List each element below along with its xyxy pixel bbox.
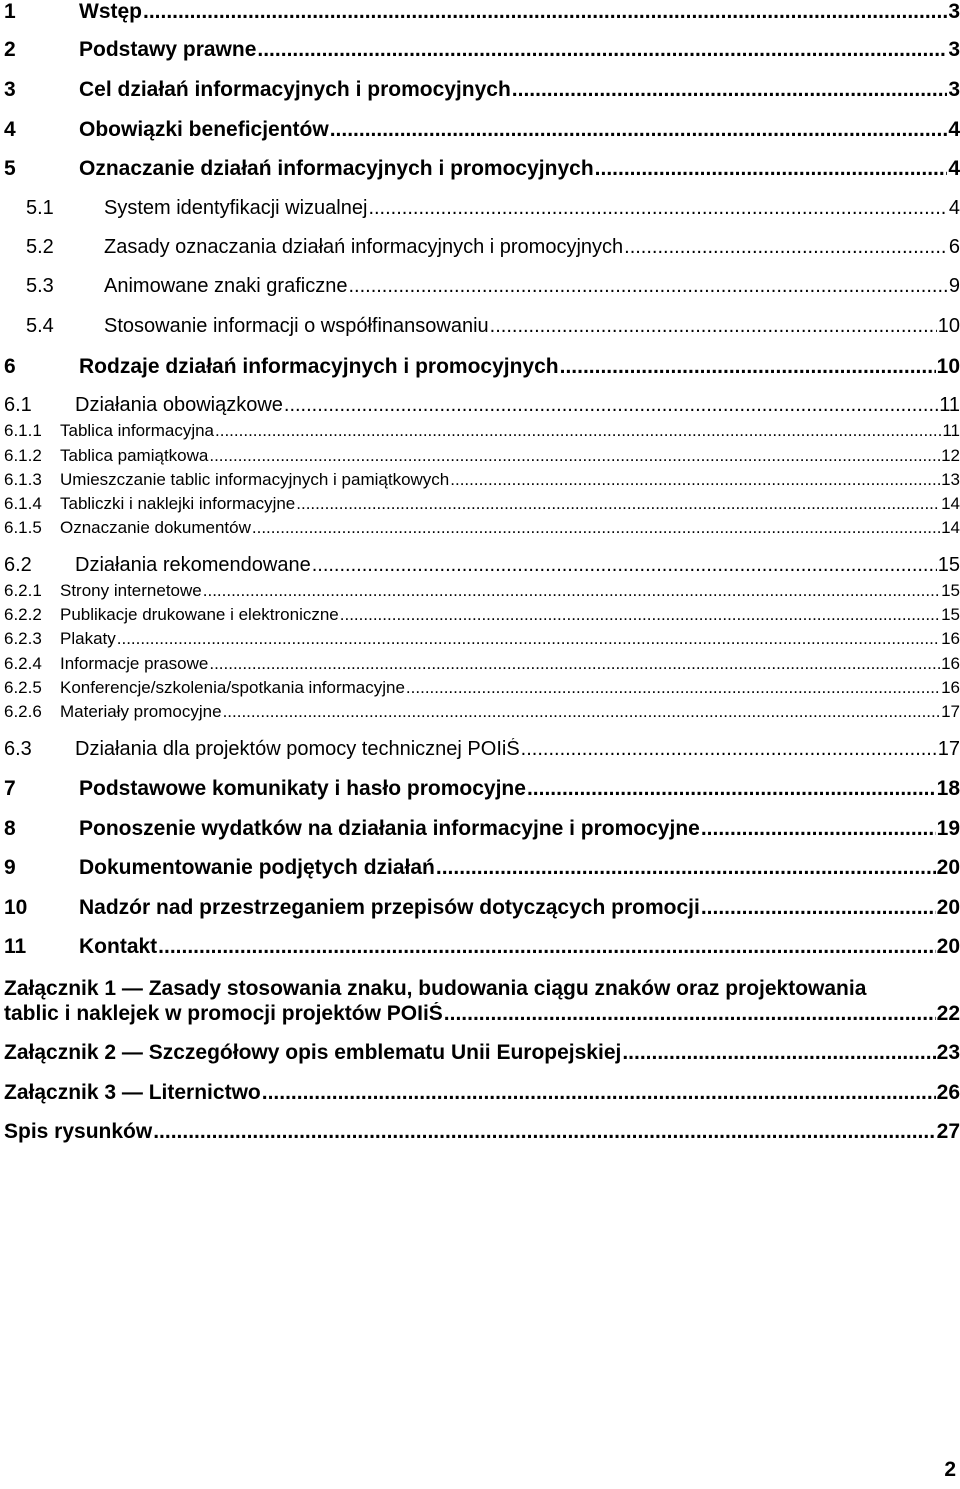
toc-entry[interactable] <box>0 315 960 345</box>
toc-entry-page: 13 <box>941 470 960 489</box>
dot-leader <box>262 1081 936 1105</box>
dot-leader <box>312 554 937 577</box>
annex-entry[interactable] <box>0 1081 960 1111</box>
toc-entry-title: Rodzaje działań informacyjnych i promocyjnych <box>79 355 559 378</box>
toc-entry-title: Oznaczanie dokumentów <box>60 518 251 537</box>
toc-entry-page: 4 <box>948 197 960 219</box>
toc-entry-page: 20 <box>936 935 960 958</box>
dot-leader <box>348 275 947 298</box>
toc-entry-title: Obowiązki beneficjentów <box>79 118 329 141</box>
toc-entry[interactable] <box>0 394 960 424</box>
toc-entry-title: Cel działań informacyjnych i promocyjnych <box>79 78 511 101</box>
toc-entry-number: 7 <box>4 777 16 800</box>
page-number: 2 <box>944 1458 956 1481</box>
dot-leader <box>252 518 940 538</box>
toc-entry-number: 6.1.3 <box>4 470 42 489</box>
toc-entry-page: 4 <box>948 157 960 180</box>
toc-entry-page: 11 <box>939 394 960 416</box>
toc-entry-title: Ponoszenie wydatków na działania informacyjne i promocyjne <box>79 817 700 840</box>
dot-leader <box>203 581 940 601</box>
toc-entry-number: 11 <box>4 935 27 958</box>
toc-entry-title: Podstawy prawne <box>79 38 257 61</box>
dot-leader <box>701 817 936 841</box>
toc-entry[interactable] <box>0 421 960 445</box>
toc-entry-title: Tabliczki i naklejki informacyjne <box>60 494 296 513</box>
toc-entry-number: 5.3 <box>26 275 54 297</box>
dot-leader <box>701 896 936 920</box>
dot-leader <box>296 494 940 514</box>
annex-entry-title: Załącznik 3 — Liternictwo <box>4 1081 261 1104</box>
toc-entry-number: 9 <box>4 856 16 879</box>
toc-entry-page: 3 <box>948 38 960 61</box>
toc-entry[interactable] <box>0 817 960 847</box>
toc-entry-title: Strony internetowe <box>60 581 202 600</box>
annex-1-page: 22 <box>936 1002 960 1025</box>
toc-entry-page: 20 <box>936 856 960 879</box>
dot-leader <box>209 446 940 466</box>
toc-entry[interactable] <box>0 275 960 305</box>
dot-leader <box>527 777 936 801</box>
toc-entry-page: 3 <box>948 78 960 101</box>
toc-entry-title: Stosowanie informacji o współfinansowaniu <box>104 315 489 337</box>
dot-leader <box>450 470 940 490</box>
dot-leader <box>560 355 936 379</box>
toc-entry-number: 2 <box>4 38 16 61</box>
toc-entry[interactable] <box>0 118 960 148</box>
annex-1-title-line1[interactable]: Załącznik 1 — Zasady stosowania znaku, budowania ciągu znaków oraz projektowania <box>4 977 867 1000</box>
toc-entry-page: 10 <box>937 315 960 337</box>
dot-leader <box>595 157 948 181</box>
toc-entry-title: Nadzór nad przestrzeganiem przepisów dotyczących promocji <box>79 896 700 919</box>
toc-entry-title: Tablica informacyjna <box>60 421 215 440</box>
toc-entry[interactable] <box>0 236 960 266</box>
annex-entry-page: 26 <box>936 1081 960 1104</box>
toc-entry[interactable] <box>0 518 960 542</box>
toc-entry[interactable] <box>0 78 960 108</box>
toc-entry[interactable] <box>0 777 960 807</box>
toc-entry-number: 6 <box>4 355 16 378</box>
dot-leader <box>257 38 947 62</box>
toc-entry[interactable] <box>0 629 960 653</box>
annex-1-title-line2: tablic i naklejek w promocji projektów POIiŚ <box>4 1002 443 1025</box>
toc-entry-page: 6 <box>948 236 960 258</box>
toc-entry-page: 3 <box>948 0 960 23</box>
toc-entry-title: Kontakt <box>79 935 158 958</box>
toc-entry-number: 3 <box>4 78 16 101</box>
toc-entry-title: Umieszczanie tablic informacyjnych i pamiątkowych <box>60 470 450 489</box>
dot-leader <box>444 1002 936 1026</box>
toc-entry-page: 10 <box>936 355 960 378</box>
toc-entry-page: 9 <box>948 275 960 297</box>
toc-entry-title: Animowane znaki graficzne <box>104 275 348 297</box>
toc-entry[interactable] <box>0 0 960 30</box>
toc-entry[interactable] <box>0 446 960 470</box>
dot-leader <box>406 678 940 698</box>
toc-entry[interactable] <box>0 654 960 678</box>
toc-entry-title: System identyfikacji wizualnej <box>104 197 368 219</box>
annex-entry-page: 27 <box>936 1120 960 1143</box>
toc-entry-title: Informacje prasowe <box>60 654 209 673</box>
toc-entry-number: 5.2 <box>26 236 54 258</box>
toc-entry[interactable] <box>0 605 960 629</box>
toc-entry-number: 8 <box>4 817 16 840</box>
annex-entry-page: 23 <box>936 1041 960 1064</box>
dot-leader <box>368 197 947 220</box>
toc-entry[interactable] <box>0 678 960 702</box>
annex-1-entry[interactable] <box>0 1002 960 1032</box>
toc-entry[interactable] <box>0 856 960 886</box>
toc-entry-title: Tablica pamiątkowa <box>60 446 209 465</box>
annex-entry-title: Załącznik 2 — Szczegółowy opis emblematu Unii Europejskiej <box>4 1041 622 1064</box>
toc-entry-page: 15 <box>937 554 960 576</box>
dot-leader <box>622 1041 935 1065</box>
toc-entry[interactable] <box>0 581 960 605</box>
toc-entry[interactable] <box>0 38 960 68</box>
toc-entry-page: 18 <box>936 777 960 800</box>
dot-leader <box>330 118 948 142</box>
toc-entry-title: Dokumentowanie podjętych działań <box>79 856 435 879</box>
dot-leader <box>143 0 947 24</box>
toc-entry-number: 4 <box>4 118 16 141</box>
toc-entry-number: 5.1 <box>26 197 54 219</box>
toc-entry-number: 6.1.5 <box>4 518 42 537</box>
toc-entry-page: 15 <box>941 581 960 600</box>
toc-entry-page: 11 <box>942 421 960 440</box>
toc-entry-number: 10 <box>4 896 28 919</box>
dot-leader <box>521 738 937 761</box>
toc-entry-title: Działania obowiązkowe <box>75 394 283 416</box>
toc-entry-number: 6.1.1 <box>4 421 42 440</box>
toc-entry-number: 6.2.3 <box>4 629 42 648</box>
toc-entry-page: 16 <box>941 678 960 697</box>
toc-entry[interactable] <box>0 702 960 726</box>
dot-leader <box>117 629 940 649</box>
toc-entry-page: 19 <box>936 817 960 840</box>
toc-entry-number: 6.3 <box>4 738 32 760</box>
dot-leader <box>284 394 938 417</box>
toc-entry[interactable] <box>0 494 960 518</box>
toc-entry-page: 17 <box>941 702 960 721</box>
toc-entry[interactable] <box>0 470 960 494</box>
toc-entry-page: 20 <box>936 896 960 919</box>
toc-entry-number: 6.1.4 <box>4 494 42 513</box>
dot-leader <box>340 605 940 625</box>
toc-entry-number: 5.4 <box>26 315 54 337</box>
toc-entry-number: 6.2.1 <box>4 581 42 600</box>
dot-leader <box>223 702 941 722</box>
dot-leader <box>215 421 941 441</box>
annex-entry[interactable] <box>0 1041 960 1071</box>
toc-entry-title: Działania rekomendowane <box>75 554 311 576</box>
toc-entry-number: 6.2.5 <box>4 678 42 697</box>
toc-entry-page: 14 <box>941 518 960 537</box>
toc-entry[interactable] <box>0 157 960 187</box>
toc-entry-title: Plakaty <box>60 629 116 648</box>
toc-entry-title: Publikacje drukowane i elektroniczne <box>60 605 339 624</box>
toc-entry[interactable] <box>0 355 960 385</box>
annex-entry-title: Spis rysunków <box>4 1120 153 1143</box>
dot-leader <box>512 78 948 102</box>
dot-leader <box>490 315 937 338</box>
toc-entry-title: Materiały promocyjne <box>60 702 222 721</box>
dot-leader <box>158 935 935 959</box>
toc-entry-title: Konferencje/szkolenia/spotkania informacyjne <box>60 678 405 697</box>
annex-entry[interactable] <box>0 1120 960 1150</box>
toc-entry-title: Wstęp <box>79 0 142 23</box>
dot-leader <box>209 654 940 674</box>
toc-entry-page: 16 <box>941 654 960 673</box>
toc-entry[interactable] <box>0 738 960 768</box>
toc-entry[interactable] <box>0 896 960 926</box>
toc-entry-page: 15 <box>941 605 960 624</box>
toc-entry-number: 6.1.2 <box>4 446 42 465</box>
toc-entry[interactable] <box>0 197 960 227</box>
toc-entry-number: 6.2.6 <box>4 702 42 721</box>
toc-entry-page: 14 <box>941 494 960 513</box>
toc-entry-number: 1 <box>4 0 16 23</box>
toc-entry-title: Działania dla projektów pomocy technicznej POIiŚ <box>75 738 520 760</box>
toc-entry-number: 5 <box>4 157 16 180</box>
dot-leader <box>436 856 936 880</box>
toc-entry[interactable] <box>0 935 960 965</box>
toc-entry-page: 16 <box>941 629 960 648</box>
toc-entry-number: 6.1 <box>4 394 32 416</box>
toc-entry[interactable] <box>0 554 960 584</box>
dot-leader <box>153 1120 935 1144</box>
dot-leader <box>624 236 948 259</box>
toc-entry-number: 6.2.2 <box>4 605 42 624</box>
toc-entry-number: 6.2 <box>4 554 32 576</box>
toc-entry-title: Podstawowe komunikaty i hasło promocyjne <box>79 777 526 800</box>
toc-entry-page: 17 <box>937 738 960 760</box>
toc-entry-page: 12 <box>941 446 960 465</box>
toc-entry-title: Oznaczanie działań informacyjnych i promocyjnych <box>79 157 594 180</box>
toc-entry-number: 6.2.4 <box>4 654 42 673</box>
toc-entry-page: 4 <box>948 118 960 141</box>
toc-entry-title: Zasady oznaczania działań informacyjnych i promocyjnych <box>104 236 624 258</box>
